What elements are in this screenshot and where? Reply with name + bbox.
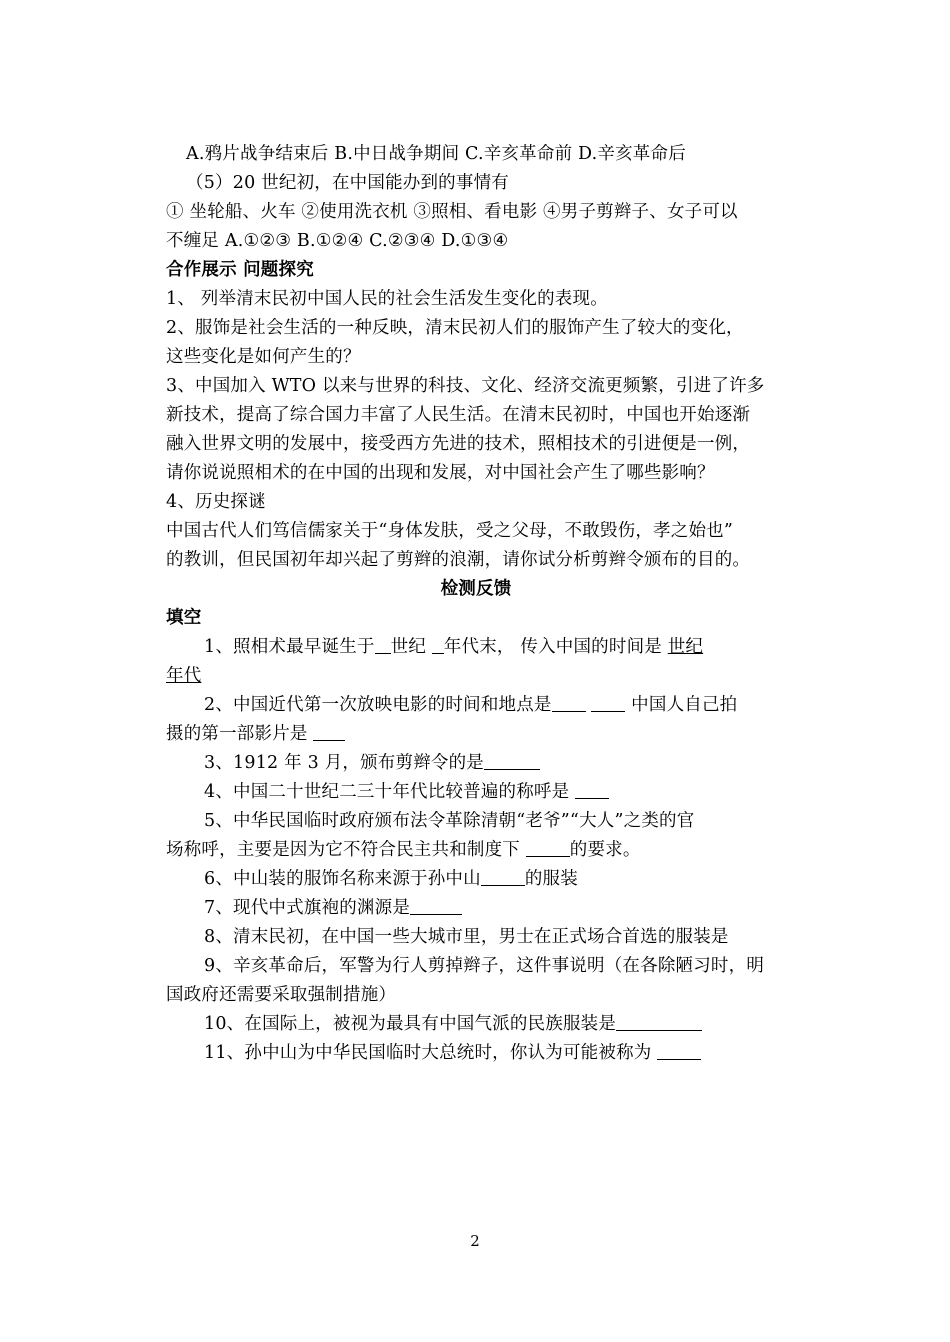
inquiry-3-line-1: 3、中国加入 WTO 以来与世界的科技、文化、经济交流更频繁，引进了许多: [166, 376, 765, 396]
fill-3: 3、1912 年 3 月，颁布剪辫令的是: [166, 749, 786, 778]
answer-blank[interactable]: [313, 722, 345, 741]
inquiry-1: 1、 列举清末民初中国人民的社会生活发生变化的表现。: [166, 289, 608, 309]
inquiry-4-line-1: 中国古代人们笃信儒家关于“身体发肤，受之父母，不敢毁伤，孝之始也”: [166, 521, 733, 541]
fill-9-line-2: 国政府还需要采取强制措施）: [166, 985, 397, 1005]
fill-11: 11、孙中山为中华民国临时大总统时，你认为可能被称为: [166, 1039, 786, 1068]
inquiry-3-line-4: 请你说说照相术的在中国的出现和发展，对中国社会产生了哪些影响？: [166, 463, 715, 483]
answer-blank[interactable]: [481, 867, 525, 886]
answer-blank[interactable]: [432, 635, 444, 654]
question-5-choices: 不缠足 A.①②③ B.①②④ C.②③④ D.①③④: [166, 231, 509, 251]
fill-8: 8、清末民初，在中国一些大城市里，男士在正式场合首选的服装是: [204, 927, 729, 947]
fill-5-line-2: 场称呼，主要是因为它不符合民主共和制度下 的要求。: [166, 840, 641, 860]
inquiry-4-line-2: 的教训，但民国初年却兴起了剪辫的浪潮，请你试分析剪辫令颁布的目的。: [166, 550, 751, 570]
answer-blank[interactable]: [526, 838, 570, 857]
answer-blank[interactable]: [484, 751, 540, 770]
fill-4: 4、中国二十世纪二三十年代比较普遍的称呼是: [166, 778, 786, 807]
answer-blank[interactable]: [410, 896, 462, 915]
fill-2-line-1: 2、中国近代第一次放映电影的时间和地点是 中国人自己拍: [204, 695, 738, 715]
fill-2-line-2: 摄的第一部影片是: [166, 720, 786, 749]
section-heading-fill-blank: 填空: [166, 608, 202, 628]
inquiry-3-line-2: 新技术，提高了综合国力丰富了人民生活。在清末民初时，中国也开始逐渐: [166, 405, 751, 425]
inquiry-3-line-3: 融入世界文明的发展中，接受西方先进的技术，照相技术的引进便是一例，: [166, 434, 751, 454]
section-heading-cooperation: 合作展示 问题探究: [166, 260, 314, 280]
fill-7: 7、现代中式旗袍的渊源是: [166, 894, 786, 923]
section-heading-feedback: 检测反馈: [440, 579, 512, 599]
fill-5-line-1: 5、中华民国临时政府颁布法令革除清朝“老爷”“大人”之类的官: [204, 811, 695, 831]
answer-blank[interactable]: [657, 1041, 701, 1060]
document-page: [166, 140, 786, 1068]
inquiry-4-title: 4、历史探谜: [166, 492, 266, 512]
fill-1-line-1: 1、照相术最早诞生于 世纪 年代末， 传入中国的时间是 世纪: [204, 637, 704, 657]
inquiry-2-line-2: 这些变化是如何产生的？: [166, 347, 361, 367]
answer-blank[interactable]: [575, 780, 609, 799]
fill-6: 6、中山装的服饰名称来源于孙中山 的服装: [204, 869, 578, 889]
option-line-4: A.鸦片战争结束后 B.中日战争期间 C.辛亥革命前 D.辛亥革命后: [186, 144, 686, 164]
question-5: （5）20 世纪初，在中国能办到的事情有: [186, 173, 509, 193]
question-5-options: ① 坐轮船、火车 ②使用洗衣机 ③照相、看电影 ④男子剪辫子、女子可以: [166, 202, 738, 222]
answer-blank[interactable]: [616, 1012, 702, 1031]
inquiry-2-line-1: 2、服饰是社会生活的一种反映，清末民初人们的服饰产生了较大的变化，: [166, 318, 744, 338]
answer-blank[interactable]: [375, 635, 391, 654]
fill-10: 10、在国际上，被视为最具有中国气派的民族服装是: [166, 1010, 786, 1039]
fill-1-line-2: 年代: [166, 666, 202, 686]
answer-blank[interactable]: [591, 693, 625, 712]
answer-blank[interactable]: [552, 693, 586, 712]
fill-9-line-1: 9、辛亥革命后，军警为行人剪掉辫子，这件事说明（在各除陋习时，明: [204, 956, 765, 976]
page-number: 2: [470, 1232, 480, 1250]
